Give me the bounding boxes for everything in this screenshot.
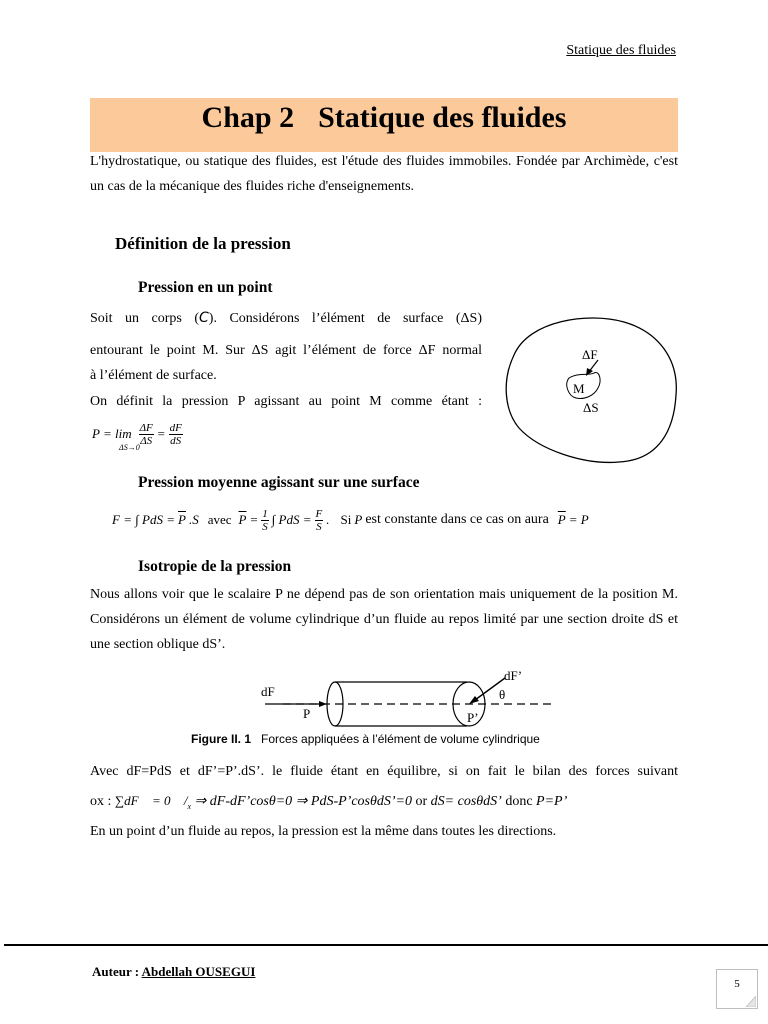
mean-f-b: .S bbox=[188, 512, 199, 527]
mean-f-a: F = ∫ PdS = bbox=[112, 512, 175, 527]
chapter-name: Statique des fluides bbox=[318, 101, 567, 134]
label-df: dF bbox=[261, 684, 275, 699]
formula-eq: = bbox=[156, 426, 166, 441]
equilibrium-donc: donc bbox=[505, 794, 533, 809]
equilibrium-sum-sub: x bbox=[187, 801, 192, 811]
footer-divider bbox=[4, 944, 768, 946]
author-label: Auteur : bbox=[92, 964, 140, 979]
label-delta-f: ΔF bbox=[582, 347, 598, 362]
intro-paragraph: L'hydrostatique, ou statique des fluides, est l'étude des fluides immobiles. Fondée par Archimède, c'est un cas de la mécanique des fluides riche d'enseignements. bbox=[90, 154, 678, 194]
author-line bbox=[92, 964, 255, 980]
fraction-delta bbox=[139, 422, 154, 447]
mean-rest: est constante dans ce cas on aura bbox=[365, 512, 549, 527]
label-p-prime: P’ bbox=[467, 710, 479, 725]
oblique-force-arrowhead bbox=[469, 696, 479, 704]
equilibrium-line-2 bbox=[90, 788, 678, 819]
subsection-heading-point: Pression en un point bbox=[138, 279, 273, 296]
mean-frac-2-num: F bbox=[315, 507, 323, 520]
page-number: 5 bbox=[734, 978, 740, 990]
equilibrium-ds: dS= cosθdS’ bbox=[430, 794, 502, 809]
body-diagram bbox=[494, 310, 684, 470]
equilibrium-or: or bbox=[415, 794, 428, 809]
label-theta: θ bbox=[499, 687, 506, 702]
frac-num-2: dF bbox=[169, 421, 182, 434]
mean-frac-1-num: 1 bbox=[262, 507, 268, 520]
frac-den-2: dS bbox=[170, 434, 182, 447]
page-curl-icon bbox=[746, 996, 756, 1007]
mean-end-eq: = P bbox=[568, 512, 589, 527]
pressure-formula bbox=[92, 418, 183, 450]
conclusion-line: En un point d’un fluide au repos, la pression est la même dans toutes les directions. bbox=[90, 824, 557, 839]
point-line-3: à l’élément de surface. bbox=[90, 368, 217, 383]
author-name: Abdellah OUSEGUI bbox=[141, 964, 256, 979]
label-df-prime: dF’ bbox=[504, 668, 523, 683]
cylinder-figure bbox=[255, 666, 565, 730]
point-line-2: entourant le point M. Sur ΔS agit l’élément de force ΔF normal bbox=[90, 343, 482, 358]
mean-frac-2-den: S bbox=[316, 520, 322, 533]
equilibrium-sum: ∑dF⃗ = 0⃗ / bbox=[114, 793, 188, 808]
isotropy-paragraph: Nous allons voir que le scalaire P ne dépend pas de son orientation mais uniquement de la position M. Considérons un élément de volume cylindrique d’un fluide au repos limité par une section droite dS et une section oblique dS’. bbox=[90, 587, 678, 652]
point-line-4: On définit la pression P agissant au point M comme étant : bbox=[90, 394, 482, 409]
subsection-heading-isotropy: Isotropie de la pression bbox=[138, 558, 292, 575]
chapter-title bbox=[90, 98, 678, 152]
point-line-1 bbox=[90, 306, 482, 331]
equilibrium-result: P=P’ bbox=[536, 794, 568, 809]
mean-frac-2 bbox=[315, 508, 324, 533]
figure-caption bbox=[191, 732, 540, 746]
frac-den-1: ΔS bbox=[140, 434, 153, 447]
fraction-diff bbox=[169, 422, 183, 447]
label-m: M bbox=[573, 381, 585, 396]
mean-pbar-2: $\overline{P}$ bbox=[238, 512, 247, 527]
mean-avec: avec bbox=[207, 512, 232, 527]
running-header: Statique des fluides bbox=[566, 43, 676, 58]
body-c: C bbox=[199, 310, 209, 326]
mean-f-e: ∫ PdS = bbox=[271, 512, 312, 527]
left-force-arrowhead bbox=[319, 701, 327, 707]
label-p: P bbox=[303, 706, 311, 721]
mean-si-p: P bbox=[354, 512, 363, 527]
frac-num-1: ΔF bbox=[139, 421, 153, 434]
mean-si: Si bbox=[340, 512, 352, 527]
point-line-1b: ). Considérons l’élément de surface (ΔS) bbox=[208, 311, 482, 326]
mean-pressure-formula bbox=[112, 500, 589, 540]
mean-dot: . bbox=[326, 512, 330, 527]
equilibrium-line-1: Avec dF=PdS et dF’=P’.dS’. le fluide étant en équilibre, si on fait le bilan des forces suivant bbox=[90, 764, 678, 779]
equilibrium-ox: ox : bbox=[90, 794, 112, 809]
section-heading: Définition de la pression bbox=[115, 234, 291, 253]
mean-frac-1-den: S bbox=[262, 520, 268, 533]
chapter-number: Chap 2 bbox=[201, 101, 295, 134]
mean-frac-1 bbox=[261, 508, 269, 533]
point-line-1a: Soit un corps ( bbox=[90, 311, 200, 326]
figure-caption-text: Forces appliquées à l’élément de volume cylindrique bbox=[261, 732, 540, 746]
formula-lim-sub: ΔS→0 bbox=[119, 443, 140, 452]
equilibrium-derivation: ⇒ dF-dF’cosθ=0 ⇒ PdS-P’cosθdS’=0 bbox=[194, 794, 412, 809]
mean-eq: = bbox=[249, 512, 259, 527]
mean-pbar: $\overline{P}$ bbox=[178, 512, 186, 527]
subsection-heading-mean: Pression moyenne agissant sur une surface bbox=[138, 474, 420, 491]
label-delta-s: ΔS bbox=[583, 400, 599, 415]
mean-end-pbar: $\overline{P}$ bbox=[557, 512, 566, 527]
formula-lim: P = lim bbox=[92, 426, 132, 441]
figure-caption-number: Figure II. 1 bbox=[191, 732, 252, 746]
